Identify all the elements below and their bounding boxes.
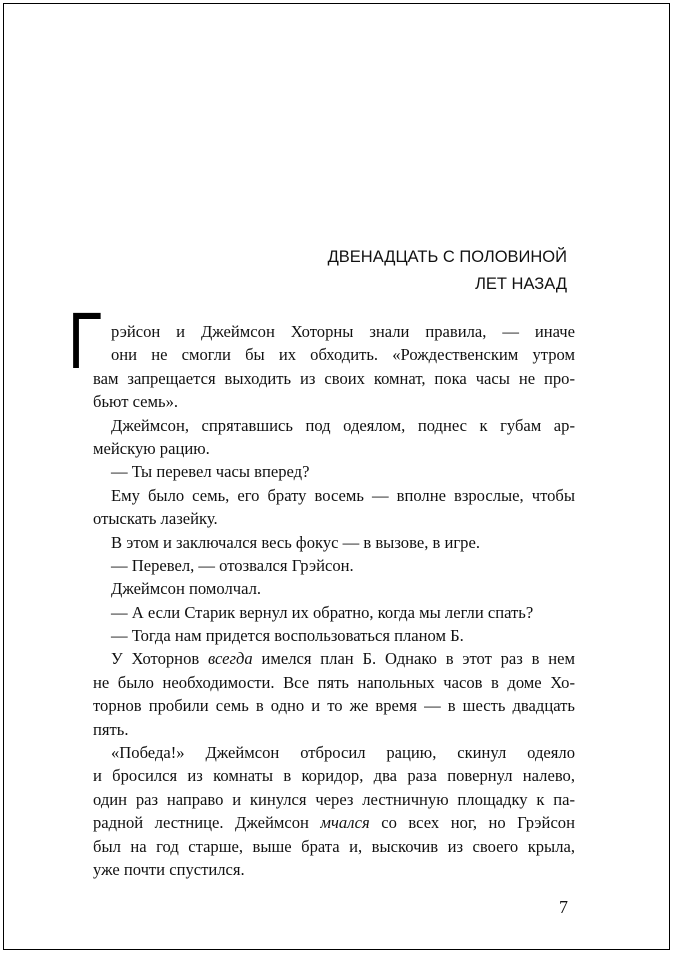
text-line: отыскать лазейку. [93, 509, 218, 529]
chapter-title [328, 244, 567, 298]
text-line: — Перевел, — отозвался Грэйсон. [111, 555, 354, 575]
italic-emphasis: всегда [208, 649, 253, 669]
text-line: уже почти спустился. [93, 859, 245, 879]
text-line: торнов пробили семь в одно и то же время — в шесть двадцать [93, 696, 575, 716]
text-line: вам запрещается выходить из своих комнат, пока часы не про- [93, 368, 575, 388]
text-line: Ему было семь, его брату восемь — вполне взрослые, чтобы [111, 485, 575, 505]
text-line: был на год старше, выше брата и, выскочив из своего крыла, [93, 836, 575, 856]
text-line: Джеймсон помолчал. [111, 579, 262, 599]
text-line: они не смогли бы их обходить. «Рождественским утром [111, 345, 575, 365]
drop-cap: Г [68, 296, 102, 385]
text-line: — Тогда нам придется воспользоваться планом Б. [111, 626, 464, 646]
text-line: «Победа!» Джеймсон отбросил рацию, скинул одеяло [111, 743, 575, 763]
text-line: рэйсон и Джеймсон Хоторны знали правила, — иначе [111, 322, 575, 341]
chapter-title-line-1: ДВЕНАДЦАТЬ С ПОЛОВИНОЙ [327, 248, 567, 266]
text-line: В этом и заключался весь фокус — в вызове, в игре. [111, 532, 480, 552]
text-segment: радной лестнице. Джеймсон [93, 813, 321, 833]
text-line: Джеймсон, спрятавшись под одеялом, поднес к губам ар- [111, 415, 575, 435]
text-line: — Ты перевел часы вперед? [111, 462, 310, 482]
page-number: 7 [559, 897, 568, 917]
chapter-title-line-2: ЛЕТ НАЗАД [475, 275, 567, 293]
text-line [93, 647, 575, 670]
text-line: бьют семь». [93, 392, 179, 412]
text-line: один раз направо и кинулся через лестничную площадку к па- [93, 789, 575, 809]
book-page [3, 3, 670, 950]
text-segment: У Хоторнов [111, 649, 208, 669]
body-text [93, 320, 575, 881]
text-line: — А если Старик вернул их обратно, когда мы легли спать? [111, 602, 534, 622]
text-line: не было необходимости. Все пять напольных часов в доме Хо- [93, 672, 575, 692]
text-line: пять. [93, 719, 129, 739]
text-line: мейскую рацию. [93, 438, 210, 458]
text-segment: со всех ног, но Грэйсон [369, 813, 575, 833]
text-line: и бросился из комнаты в коридор, два раза повернул налево, [93, 766, 575, 786]
text-segment: имелся план Б. Однако в этот раз в нем [252, 649, 576, 669]
text-line [93, 811, 575, 834]
italic-emphasis: мчался [320, 813, 370, 833]
